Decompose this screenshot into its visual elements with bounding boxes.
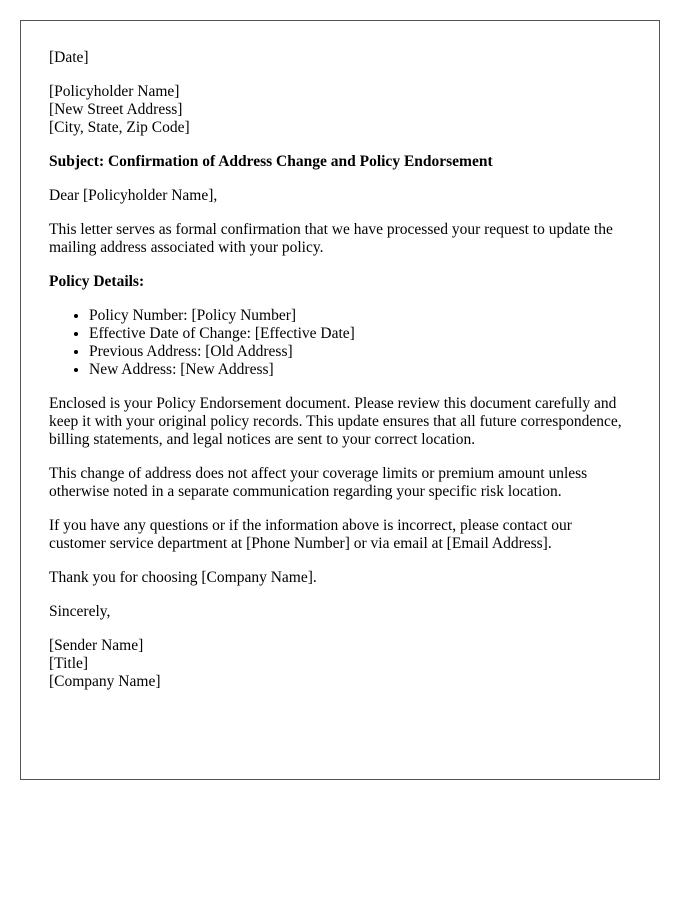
sender-name: [Sender Name] [49, 637, 144, 654]
recipient-name: [Policyholder Name] [49, 83, 180, 100]
salutation: Dear [Policyholder Name], [49, 187, 218, 204]
list-item: • Previous Address: [Old Address] [89, 343, 631, 361]
list-item: • Policy Number: [Policy Number] [89, 307, 631, 325]
date: [Date] [49, 49, 89, 66]
list-item: • New Address: [New Address] [89, 361, 631, 379]
policy-details-heading: Policy Details: [49, 273, 145, 290]
coverage-paragraph: This change of address does not affect your coverage limits or premium amount unless otherwise noted in a separate communication regarding your specific risk location. [49, 465, 588, 500]
letter [20, 20, 660, 780]
list-item: • Effective Date of Change: [Effective Date] [89, 325, 631, 343]
sender-company: [Company Name] [49, 673, 161, 690]
contact-paragraph: If you have any questions or if the information above is incorrect, please contact our customer service department at [Phone Number] or via email at [Email Address]. [49, 517, 572, 552]
recipient-city-state-zip: [City, State, Zip Code] [49, 119, 190, 136]
policy-details-list [49, 307, 631, 379]
enclosure-paragraph: Enclosed is your Policy Endorsement document. Please review this document carefully and keep it with your original policy records. This update ensures that all future correspondence, billing statements, and legal notices are sent to your correct location. [49, 395, 622, 448]
thanks-paragraph: Thank you for choosing [Company Name]. [49, 569, 317, 586]
closing: Sincerely, [49, 603, 111, 620]
sender-title: [Title] [49, 655, 89, 672]
subject-line: Subject: Confirmation of Address Change and Policy Endorsement [49, 153, 493, 170]
intro-paragraph: This letter serves as formal confirmation that we have processed your request to update the mailing address associated with your policy. [49, 221, 613, 256]
signature-block [49, 637, 631, 691]
recipient-address [49, 83, 631, 137]
recipient-street: [New Street Address] [49, 101, 183, 118]
